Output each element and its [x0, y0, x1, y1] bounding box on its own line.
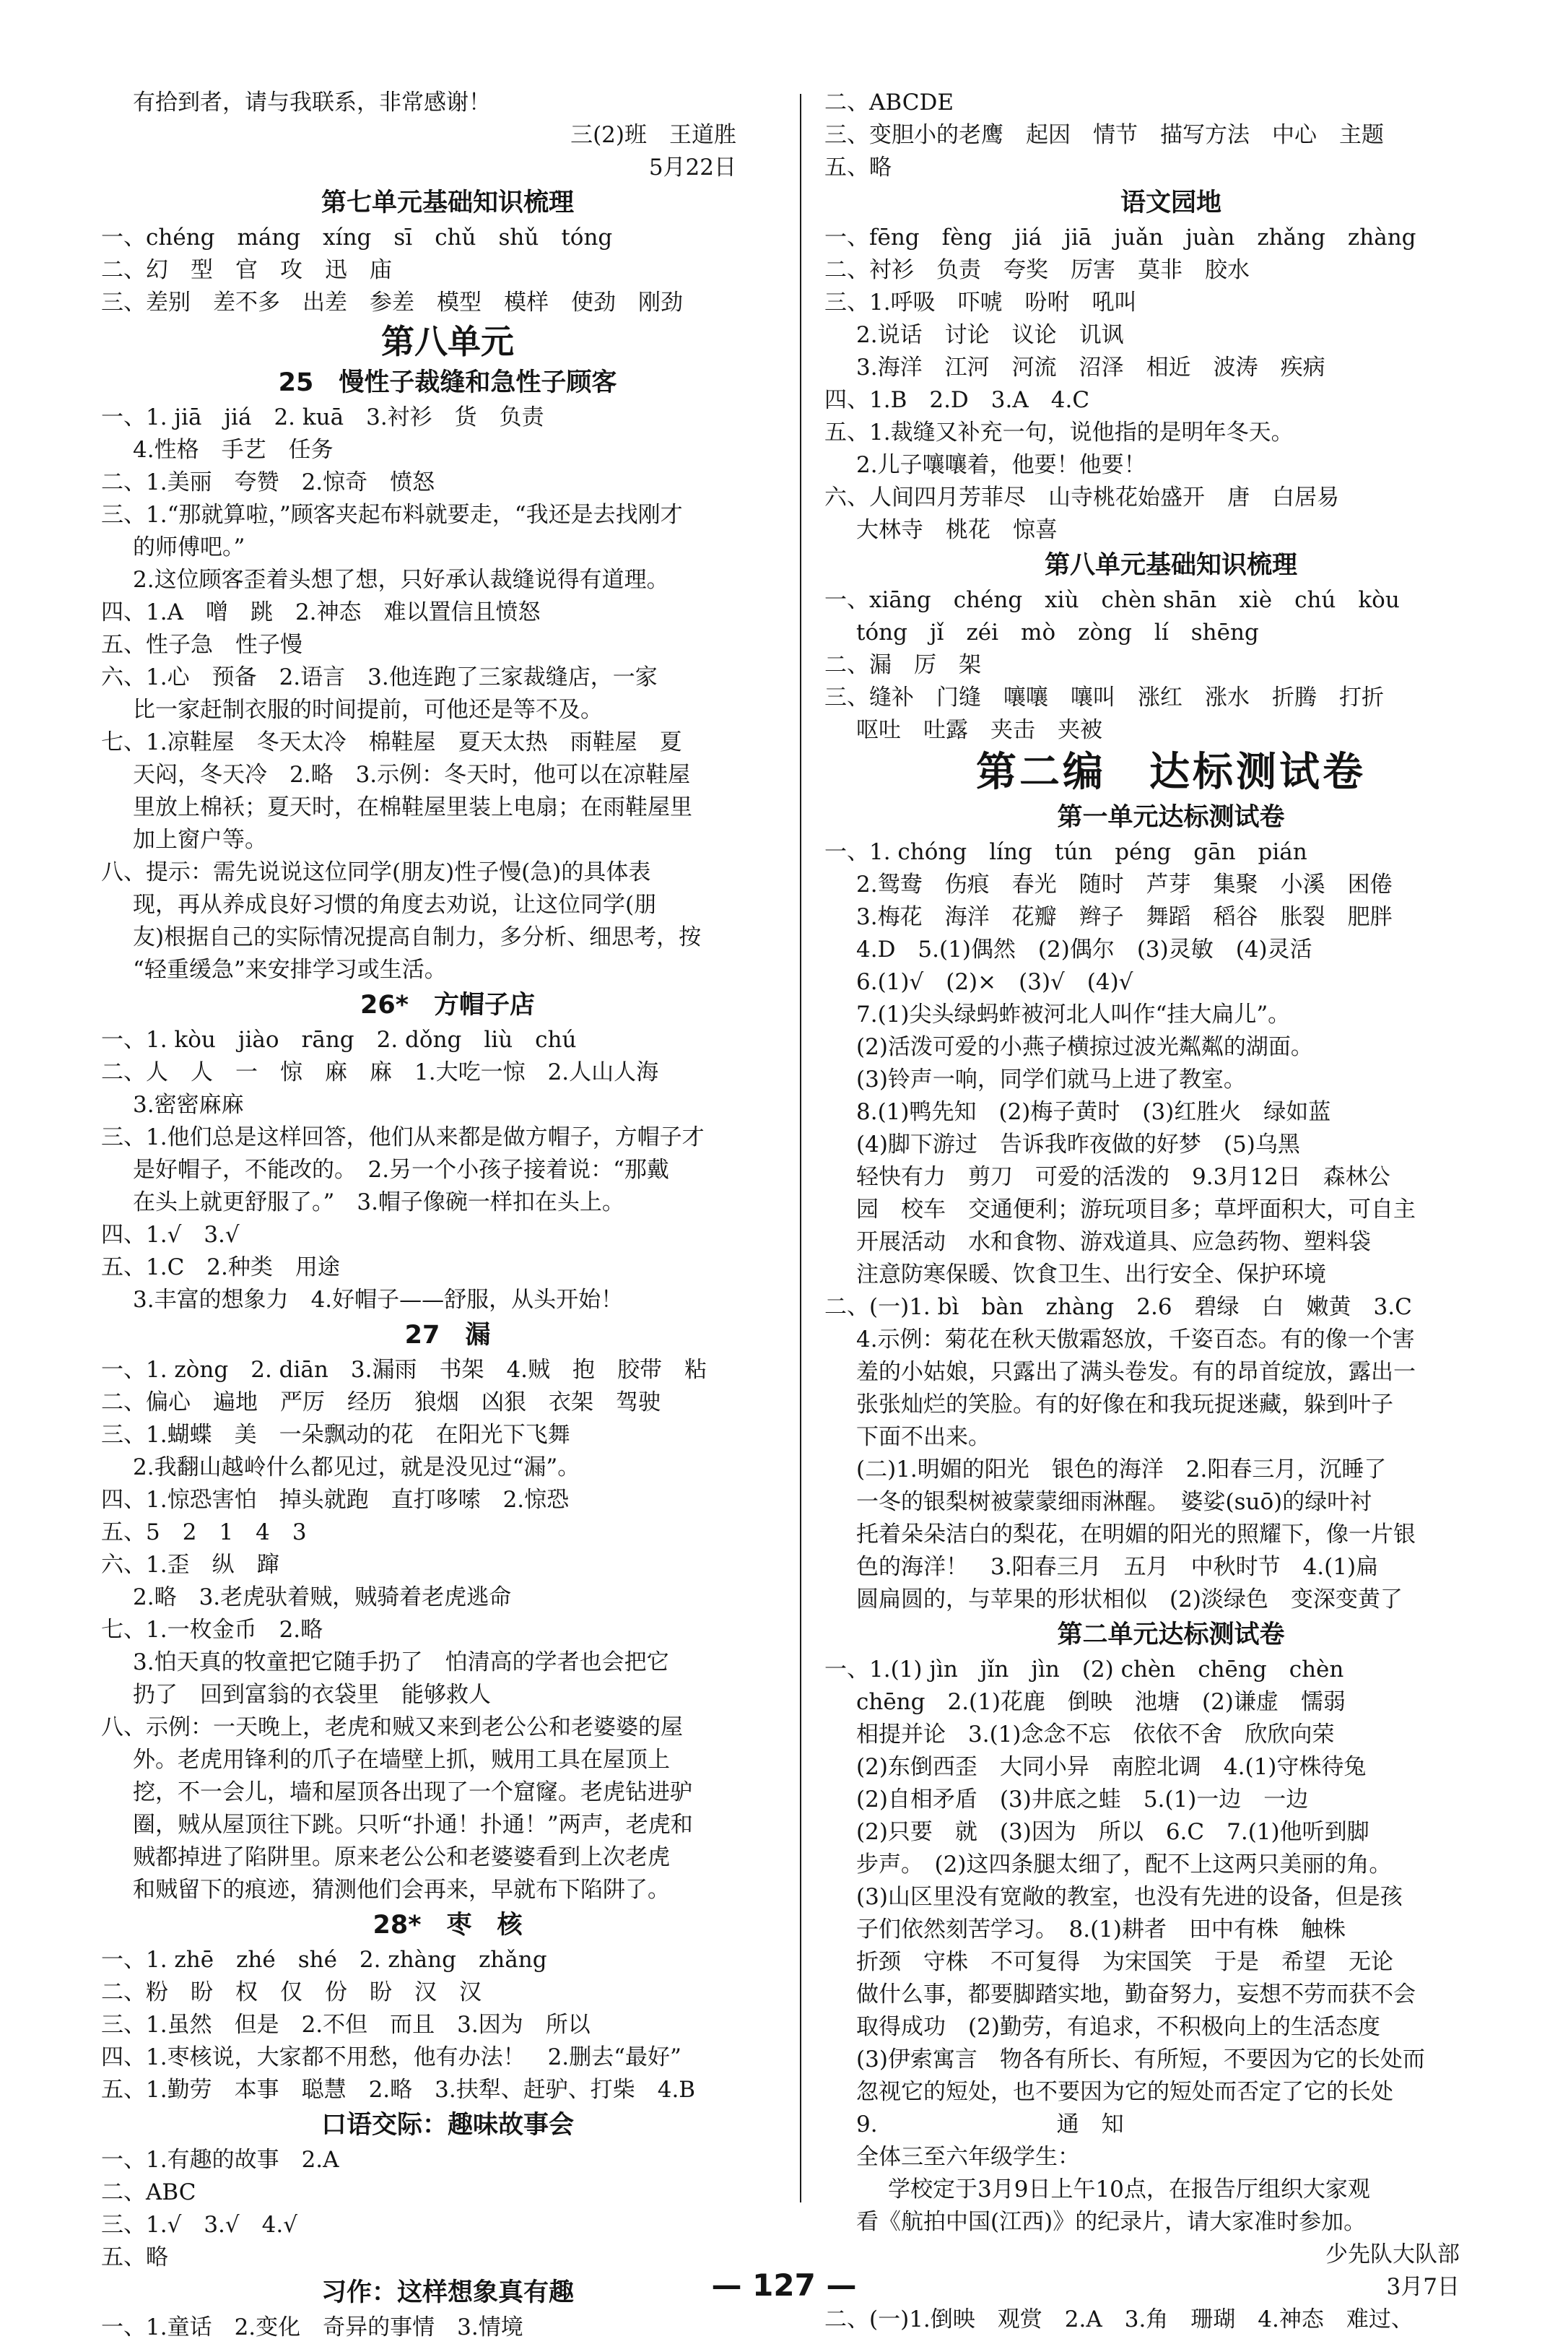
answer-line: 二、ABC [101, 2179, 196, 2205]
answer-line: 四、1.枣核说，大家都不用愁，他有办法！ 2.删去“最好” [101, 2044, 681, 2070]
answer-line: 一、1.(1) jìn jǐn jìn (2) chèn chēng chèn [824, 1657, 1344, 1683]
answer-line: “轻重缓急”来安排学习或生活。 [133, 957, 447, 983]
answer-line: 八、提示：需先说说这位同学(朋友)性子慢(急)的具体表 [101, 859, 651, 885]
answer-line: 一、1. zhē zhé shé 2. zhàng zhǎng [101, 1947, 547, 1973]
answer-line: 三、变胆小的老鹰 起因 情节 描写方法 中心 主题 [824, 122, 1384, 148]
answer-line: 四、1.A 噌 跳 2.神态 难以置信且愤怒 [101, 599, 541, 625]
section-heading: 28* 枣 核 [373, 1911, 523, 1940]
answer-line: 大林寺 桃花 惊喜 [856, 517, 1058, 543]
answer-line: 园 校车 交通便利；游玩项目多；草坪面积大，可自主 [856, 1197, 1416, 1223]
answer-line: 羞的小姑娘，只露出了满头卷发。有的昂首绽放，露出一 [856, 1359, 1416, 1385]
answer-line: 有拾到者，请与我联系，非常感谢！ [133, 90, 491, 116]
answer-line: 3.怕天真的牧童把它随手扔了 怕清高的学者也会把它 [133, 1649, 669, 1675]
answer-line: 3.梅花 海洋 花瓣 辫子 舞蹈 稻谷 胀裂 肥胖 [856, 904, 1393, 930]
answer-line: 和贼留下的痕迹，猜测他们会再来，早就布下陷阱了。 [133, 1877, 670, 1903]
answer-line: 三、缝补 门缝 嚷嚷 嚷叫 涨红 涨水 折腾 打折 [824, 685, 1384, 711]
answer-line: 3月7日 [1386, 2274, 1460, 2300]
answer-line: 挖，不一会儿，墙和屋顶各出现了一个窟窿。老虎钻进驴 [133, 1779, 692, 1805]
answer-line: 四、1.惊恐害怕 掉头就跑 直打哆嗦 2.惊恐 [101, 1487, 570, 1513]
section-heading: 第八单元 [381, 322, 514, 361]
answer-line: 7.(1)尖头绿蚂蚱被河北人叫作“挂大扁儿”。 [856, 1002, 1291, 1028]
answer-line: 二、(一)1.倒映 观赏 2.A 3.角 珊瑚 4.神态 难过、 [824, 2306, 1414, 2332]
answer-line: 步声。 (2)这四条腿太细了，配不上这两只美丽的角。 [856, 1852, 1392, 1878]
answer-line: 三、差别 差不多 出差 参差 模型 模样 使劲 刚劲 [101, 290, 683, 316]
answer-line: 少先队大队部 [1325, 2241, 1460, 2267]
answer-line: (3)伊索寓言 物各有所长、有所短，不要因为它的长处而 [856, 2046, 1425, 2072]
answer-line: 二、幻 型 官 攻 迅 庙 [101, 257, 392, 283]
answer-line: 看《航拍中国(江西)》的纪录片，请大家准时参加。 [856, 2209, 1367, 2235]
section-heading: 25 慢性子裁缝和急性子顾客 [278, 368, 617, 397]
answer-line: 五、略 [101, 2244, 168, 2270]
section-heading: 第七单元基础知识梳理 [321, 188, 574, 217]
answer-line: 呕吐 吐露 夹击 夹被 [856, 717, 1102, 743]
answer-line: 做什么事，都要脚踏实地，勤奋努力，妄想不劳而获不会 [856, 1981, 1416, 2007]
answer-line: 一、1. kòu jiào rāng 2. dǒng liù chú [101, 1027, 577, 1053]
answer-line: 二、人 人 一 惊 麻 麻 1.大吃一惊 2.人山人海 [101, 1059, 659, 1085]
answer-line: 一、fēng fèng jiá jiā juǎn juàn zhǎng zhàng [824, 225, 1416, 251]
answer-line: 二、ABCDE [824, 90, 954, 116]
answer-line: 三、1.蝴蝶 美 一朵飘动的花 在阳光下飞舞 [101, 1422, 570, 1448]
answer-line: 圆扁圆的，与苹果的形状相似 (2)淡绿色 变深变黄了 [856, 1586, 1403, 1612]
answer-line: 五、略 [824, 155, 892, 181]
answer-line: 三、1.他们总是这样回答，他们从来都是做方帽子，方帽子才 [101, 1124, 705, 1150]
answer-line: 三、1.“那就算啦，”顾客夹起布料就要走，“我还是去找刚才 [101, 502, 683, 528]
answer-line: 三(2)班 王道胜 [570, 122, 736, 148]
answer-line: 子们依然刻苦学习。 8.(1)耕者 田中有株 触株 [856, 1917, 1346, 1943]
answer-line: 2.说话 讨论 议论 讥讽 [856, 322, 1124, 348]
answer-line: 天闷，冬天冷 2.略 3.示例：冬天时，他可以在凉鞋屋 [133, 762, 691, 788]
answer-line: 加上窗户等。 [133, 827, 267, 853]
answer-line: 二、粉 盼 权 仅 份 盼 汉 汉 [101, 1979, 482, 2005]
answer-line: 八、示例：一天晚上，老虎和贼又来到老公公和老婆婆的屋 [101, 1714, 683, 1740]
section-heading: 第二单元达标测试卷 [1057, 1620, 1285, 1649]
section-heading: 第二编 达标测试卷 [976, 749, 1366, 796]
answer-line: 二、(一)1. bì bàn zhàng 2.6 碧绿 白 嫩黄 3.C [824, 1294, 1412, 1320]
answer-line: 6.(1)√ (2)× (3)√ (4)√ [856, 969, 1133, 995]
answer-line: (2)自相矛盾 (3)井底之蛙 5.(1)一边 一边 [856, 1787, 1309, 1813]
answer-line: 二、漏 厉 架 [824, 652, 981, 678]
answer-line: 一、1. jiā jiá 2. kuā 3.衬衫 货 负责 [101, 404, 544, 430]
answer-line: 2.我翻山越岭什么都见过，就是没见过“漏”。 [133, 1454, 580, 1480]
answer-line: 托着朵朵洁白的梨花，在明媚的阳光的照耀下，像一片银 [856, 1522, 1416, 1548]
answer-line: (2)活泼可爱的小燕子横掠过波光粼粼的湖面。 [856, 1034, 1313, 1060]
answer-line: 5月22日 [648, 155, 736, 181]
right-column [824, 87, 1517, 2336]
answer-line: 2.这位顾客歪着头想了想，只好承认裁缝说得有道理。 [133, 567, 669, 593]
answer-line: 在头上就更舒服了。” 3.帽子像碗一样扣在头上。 [133, 1189, 624, 1215]
answer-line: 外。老虎用锋利的爪子在墙壁上抓，贼用工具在屋顶上 [133, 1747, 670, 1773]
answer-line: 友)根据自己的实际情况提高自制力，多分析、细思考，按 [133, 924, 702, 950]
answer-line: 张张灿烂的笑脸。有的好像在和我玩捉迷藏，躲到叶子 [856, 1392, 1393, 1418]
answer-line: 下面不出来。 [856, 1424, 990, 1450]
answer-line: 五、1.勤劳 本事 聪慧 2.略 3.扶犁、赶驴、打柴 4.B [101, 2077, 696, 2103]
answer-line: 三、1.虽然 但是 2.不但 而且 3.因为 所以 [101, 2012, 591, 2038]
answer-line: 三、1.呼吸 吓唬 吩咐 吼叫 [824, 290, 1137, 316]
answer-line: 扔了 回到富翁的衣袋里 能够救人 [133, 1682, 491, 1708]
answer-line: 取得成功 (2)勤劳，有追求，不积极向上的生活态度 [856, 2014, 1380, 2040]
page-number: — 127 — [711, 2267, 857, 2303]
answer-line: 一冬的银梨树被蒙蒙细雨淋醒。 婆娑(suō)的绿叶衬 [856, 1489, 1372, 1515]
answer-line: tóng jǐ zéi mò zòng lí shēng [856, 620, 1259, 646]
answer-line: 一、chéng máng xíng sī chǔ shǔ tóng [101, 225, 613, 251]
answer-line: 2.儿子嚷嚷着，他要！他要！ [856, 452, 1146, 478]
section-heading: 语文园地 [1120, 188, 1221, 217]
answer-line: 二、1.美丽 夸赞 2.惊奇 愤怒 [101, 469, 435, 495]
answer-line: 色的海洋！ 3.阳春三月 五月 中秋时节 4.(1)扁 [856, 1554, 1379, 1580]
answer-line: 现，再从养成良好习惯的角度去劝说，让这位同学(朋 [133, 892, 657, 918]
answer-line: 四、1.√ 3.√ [101, 1222, 240, 1248]
section-heading: 27 漏 [404, 1321, 491, 1350]
answer-line: 六、1.心 预备 2.语言 3.他连跑了三家裁缝店，一家 [101, 664, 658, 690]
answer-line: 比一家赶制衣服的时间提前，可他还是等不及。 [133, 697, 603, 723]
answer-line: 轻快有力 剪刀 可爱的活泼的 9.3月12日 森林公 [856, 1164, 1390, 1190]
answer-line: 4.D 5.(1)偶然 (2)偶尔 (3)灵敏 (4)灵活 [856, 937, 1312, 963]
answer-line: 一、xiāng chéng xiù chèn shān xiè chú kòu [824, 587, 1400, 613]
answer-line: 学校定于3月9日上午10点，在报告厅组织大家观 [888, 2176, 1370, 2202]
answer-line: 二、偏心 遍地 严厉 经历 狼烟 凶狠 衣架 驾驶 [101, 1389, 661, 1415]
answer-line: 相提并论 3.(1)念念不忘 依依不舍 欣欣向荣 [856, 1722, 1335, 1748]
answer-line: 圈，贼从屋顶往下跳。只听“扑通！扑通！”两声，老虎和 [133, 1812, 693, 1838]
answer-line: 一、1. chóng líng tún péng gān pián [824, 839, 1307, 865]
answer-line: 贼都掉进了陷阱里。原来老公公和老婆婆看到上次老虎 [133, 1844, 670, 1870]
section-heading: 第八单元基础知识梳理 [1044, 551, 1297, 580]
answer-line: 六、1.歪 纵 蹿 [101, 1552, 279, 1578]
answer-line: 六、人间四月芳菲尽 山寺桃花始盛开 唐 白居易 [824, 485, 1339, 511]
answer-line: 七、1.一枚金币 2.略 [101, 1617, 323, 1643]
left-column [101, 87, 794, 2344]
answer-line: 五、性子急 性子慢 [101, 632, 302, 658]
answer-line: (二)1.明媚的阳光 银色的海洋 2.阳春三月，沉睡了 [856, 1457, 1387, 1483]
column-divider [800, 94, 801, 2202]
answer-line: 七、1.凉鞋屋 冬天太冷 棉鞋屋 夏天太热 雨鞋屋 夏 [101, 729, 682, 755]
answer-line: 4.示例：菊花在秋天傲霜怒放，千姿百态。有的像一个害 [856, 1327, 1415, 1353]
answer-line: 9. 通 知 [856, 2111, 1124, 2137]
answer-line: 8.(1)鸭先知 (2)梅子黄时 (3)红胜火 绿如蓝 [856, 1099, 1331, 1125]
answer-line: 3.丰富的想象力 4.好帽子——舒服，从头开始！ [133, 1287, 624, 1313]
answer-line: 一、1.有趣的故事 2.A [101, 2147, 339, 2173]
answer-line: 二、衬衫 负责 夸奖 厉害 莫非 胶水 [824, 257, 1250, 283]
section-heading: 第一单元达标测试卷 [1057, 803, 1285, 832]
answer-line: 四、1.B 2.D 3.A 4.C [824, 387, 1090, 413]
answer-line: 五、5 2 1 4 3 [101, 1519, 307, 1545]
answer-line: 3.密密麻麻 [133, 1092, 244, 1118]
answer-line: 五、1.裁缝又补充一句，说他指的是明年冬天。 [824, 420, 1294, 446]
answer-line: 全体三至六年级学生： [856, 2144, 1080, 2170]
answer-line: 4.性格 手艺 任务 [133, 437, 334, 463]
section-heading: 26* 方帽子店 [360, 991, 535, 1020]
answer-line: 折颈 守株 不可复得 为宋国笑 于是 希望 无论 [856, 1949, 1393, 1975]
answer-line: 一、1.童话 2.变化 奇异的事情 3.情境 [101, 2314, 523, 2340]
answer-line: chēng 2.(1)花鹿 倒映 池塘 (2)谦虚 懦弱 [856, 1689, 1346, 1715]
answer-line: 2.鸳鸯 伤痕 春光 随时 芦芽 集聚 小溪 困倦 [856, 872, 1393, 898]
answer-line: 开展活动 水和食物、游戏道具、应急药物、塑料袋 [856, 1229, 1371, 1255]
answer-line: 三、1.√ 3.√ 4.√ [101, 2212, 297, 2238]
answer-line: 的师傅吧。” [133, 534, 245, 560]
answer-line: 五、1.C 2.种类 用途 [101, 1254, 340, 1280]
section-heading: 口语交际：趣味故事会 [321, 2111, 574, 2140]
answer-line: 2.略 3.老虎驮着贼，贼骑着老虎逃命 [133, 1584, 512, 1610]
answer-line: (4)脚下游过 告诉我昨夜做的好梦 (5)乌黑 [856, 1132, 1300, 1158]
answer-line: 是好帽子，不能改的。 2.另一个小孩子接着说：“那戴 [133, 1157, 669, 1183]
answer-line: 3.海洋 江河 河流 沼泽 相近 波涛 疾病 [856, 355, 1325, 381]
answer-line: 忽视它的短处，也不要因为它的短处而否定了它的长处 [856, 2079, 1393, 2105]
answer-line: 一、1. zòng 2. diān 3.漏雨 书架 4.贼 抱 胶带 粘 [101, 1357, 707, 1383]
section-heading: 习作：这样想象真有趣 [321, 2278, 574, 2307]
answer-line: (3)铃声一响，同学们就马上进了教室。 [856, 1067, 1246, 1093]
answer-line: (3)山区里没有宽敞的教室，也没有先进的设备，但是孩 [856, 1884, 1403, 1910]
answer-line: 注意防寒保暖、饮食卫生、出行安全、保护环境 [856, 1262, 1326, 1288]
answer-line: (2)东倒西歪 大同小异 南腔北调 4.(1)守株待兔 [856, 1754, 1367, 1780]
answer-line: (2)只要 就 (3)因为 所以 6.C 7.(1)他听到脚 [856, 1819, 1369, 1845]
answer-line: 里放上棉袄；夏天时，在棉鞋屋里装上电扇；在雨鞋屋里 [133, 794, 692, 820]
